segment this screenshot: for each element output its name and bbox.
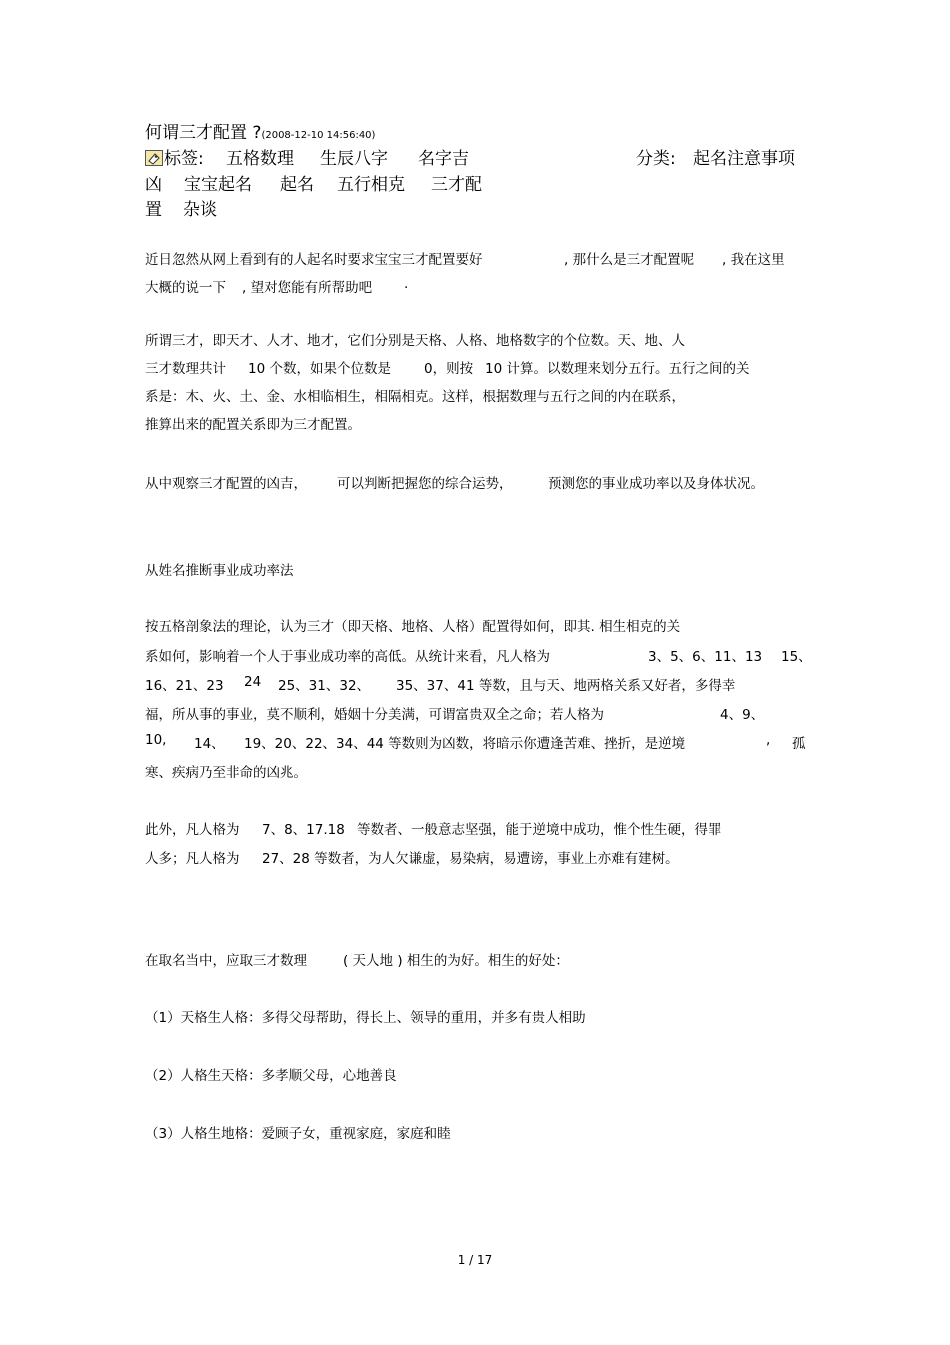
text-line: 人多；凡人格为 <box>145 851 240 867</box>
text-line: 近日忽然从网上看到有的人起名时要求宝宝三才配置要好 <box>145 252 483 268</box>
text-line: 24 <box>244 674 262 690</box>
page-number: 1 / 17 <box>457 1253 493 1267</box>
section-heading: 从姓名推断事业成功率法 <box>145 563 294 579</box>
list-item: （2）人格生天格：多孝顺父母，心地善良 <box>145 1068 397 1084</box>
tag-wrap-zhi: 置 <box>145 200 162 220</box>
text-line: 从中观察三才配置的凶吉， <box>145 476 307 492</box>
text-line: 16、21、23 <box>145 678 224 694</box>
tag-wrap-sancai: 三才配 <box>431 175 482 195</box>
text-line: . <box>404 276 409 292</box>
tag-link-wuge[interactable]: 五格数理 <box>226 149 294 169</box>
text-line: 推算出来的配置关系即为三才配置。 <box>145 417 361 433</box>
title-text: 何谓三才配置 ? <box>145 123 262 143</box>
text-line: 寒、疾病乃至非命的凶兆。 <box>145 765 307 781</box>
text-line: , 望对您能有所帮助吧 <box>242 280 373 296</box>
text-line: 三才数理共计 <box>145 361 226 377</box>
text-line: 系是：木、火、土、金、水相临相生，相隔相克。这样，根据数理与五行之间的内在联系， <box>145 389 685 405</box>
text-line: 14、 <box>194 736 225 752</box>
text-line: , <box>766 732 771 748</box>
text-line: 25、31、32、 <box>278 678 371 694</box>
text-line: 此外，凡人格为 <box>145 822 240 838</box>
text-line: 大概的说一下 <box>145 280 226 296</box>
category-link[interactable]: 起名注意事项 <box>693 149 795 169</box>
text-line: 可以判断把握您的综合运势， <box>337 476 513 492</box>
tag-link-shengchen[interactable]: 生辰八字 <box>320 149 388 169</box>
post-timestamp: (2008-12-10 14:56:40) <box>261 130 376 141</box>
tag-link-baobao[interactable]: 宝宝起名 <box>184 175 252 195</box>
text-line: , 我在这里 <box>722 252 785 268</box>
text-line: 10 个数，如果个位数是 <box>248 361 391 377</box>
text-line: 0，则按 <box>424 361 474 377</box>
tag-wrap-xiong: 凶 <box>145 175 162 195</box>
category-label: 分类: <box>636 149 676 169</box>
text-line: 福，所从事的事业，莫不顺利，婚姻十分美满，可谓富贵双全之命；若人格为 <box>145 707 604 723</box>
text-line: 27、28 等数者，为人欠谦虚，易染病，易遭谤，事业上亦难有建树。 <box>262 851 679 867</box>
tags-row <box>145 144 204 169</box>
list-item: （1）天格生人格：多得父母帮助，得长上、领导的重用，并多有贵人相助 <box>145 1010 586 1026</box>
text-line: 等数者、一般意志坚强，能于逆境中成功，惟个性生硬，得罪 <box>357 822 722 838</box>
tag-link-mingzi-jixiong[interactable] <box>418 144 469 169</box>
text-line: 15、 <box>781 649 812 665</box>
text-line: 4、9、 <box>720 707 765 723</box>
text-line: 35、37、41 等数，且与天、地两格关系又好者，多得幸 <box>396 678 736 694</box>
text-line: 10, <box>145 732 167 748</box>
tag-link-zatan[interactable]: 杂谈 <box>183 200 217 220</box>
text-line: 7、8、17.18 <box>262 822 345 838</box>
text-line: ( 天人地 ) 相生的为好。相生的好处： <box>343 953 569 969</box>
article-title <box>145 118 375 143</box>
text-line: 3、5、6、11、13 <box>648 649 763 665</box>
tag-link-wuxing[interactable]: 五行相克 <box>337 175 405 195</box>
text-line: 所谓三才，即天才、人才、地才，它们分别是天格、人格、地格数字的个位数。天、地、人 <box>145 333 685 349</box>
text-line: 系如何，影响着一个人于事业成功率的高低。从统计来看，凡人格为 <box>145 649 550 665</box>
tags-label: 标签: <box>164 149 204 169</box>
text-line: 按五格剖象法的理论，认为三才（即天格、地格、人格）配置得如何，即其. 相生相克的关 <box>145 619 681 635</box>
tag-link-text: 名字吉 <box>418 149 469 169</box>
tag-icon <box>145 150 163 166</box>
text-line: 在取名当中，应取三才数理 <box>145 953 307 969</box>
category <box>636 144 676 169</box>
text-line: 10 计算。以数理来划分五行。五行之间的关 <box>485 361 750 377</box>
text-line: 孤 <box>792 736 806 752</box>
text-line: , 那什么是三才配置呢 <box>564 252 695 268</box>
text-line: 预测您的事业成功率以及身体状况。 <box>548 476 764 492</box>
text-line: 19、20、22、34、44 等数则为凶数，将暗示你遭逢苦难、挫折，是逆境 <box>244 736 686 752</box>
list-item: （3）人格生地格：爱顾子女，重视家庭，家庭和睦 <box>145 1126 451 1142</box>
tag-link-qiming[interactable]: 起名 <box>280 175 314 195</box>
